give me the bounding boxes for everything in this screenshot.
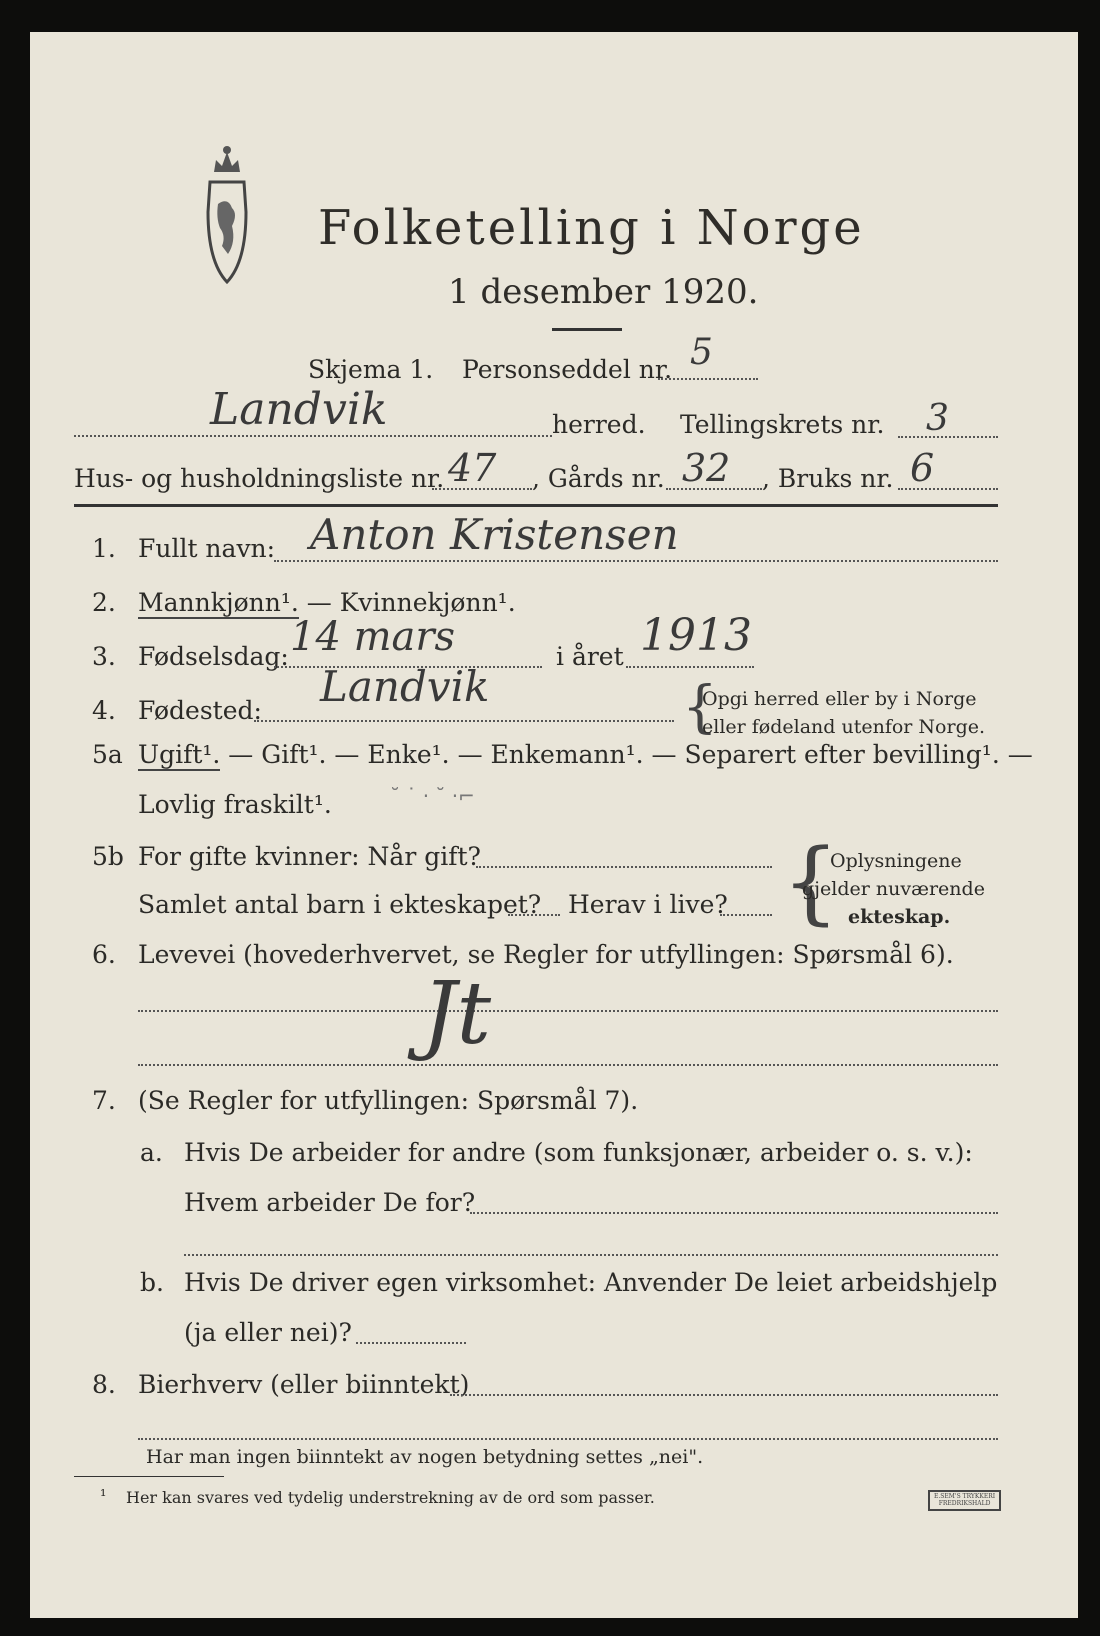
q7a-letter: a. xyxy=(140,1138,163,1167)
q5b-children-label: Samlet antal barn i ekteskapet? xyxy=(138,890,542,919)
q5b-alive-label: Herav i live? xyxy=(568,890,728,919)
husholdning-label: Hus- og husholdningsliste nr. xyxy=(74,464,445,493)
q6-number: 6. xyxy=(92,940,116,969)
q7a-line2: Hvem arbeider De for? xyxy=(184,1188,476,1217)
q5b-note-line1: Oplysningene xyxy=(830,850,962,872)
printer-stamp-line1: E.SEM'S TRYKKERI xyxy=(934,1493,996,1500)
q2-female-option[interactable]: Kvinnekjønn¹. xyxy=(339,588,516,617)
personseddel-label: Personseddel nr. xyxy=(462,355,673,384)
q7b-letter: b. xyxy=(140,1268,164,1297)
q4-label: Fødested: xyxy=(138,696,262,725)
q2-male-option[interactable]: Mannkjønn¹. xyxy=(138,588,299,617)
q8-line2[interactable] xyxy=(138,1438,998,1440)
bruks-value[interactable]: 6 xyxy=(910,446,935,490)
q2-separator: — xyxy=(298,588,340,617)
q4-number: 4. xyxy=(92,696,116,725)
q1-line xyxy=(274,560,998,562)
gards-value[interactable]: 32 xyxy=(682,446,731,490)
norwegian-coat-of-arms-icon xyxy=(192,142,262,292)
title-divider xyxy=(552,328,622,331)
q1-full-name-value[interactable]: Anton Kristensen xyxy=(310,510,679,559)
gards-label: , Gårds nr. xyxy=(532,464,665,493)
q1-label: Fullt navn: xyxy=(138,534,276,563)
herred-line xyxy=(74,435,552,437)
q4-line xyxy=(254,720,674,722)
herred-label: herred. xyxy=(552,410,646,439)
q5a-other-options[interactable]: — Gift¹. — Enke¹. — Enkemann¹. — Separert efter bevilling¹. — xyxy=(220,740,1033,769)
personseddel-value[interactable]: 5 xyxy=(690,332,713,373)
q8-line1[interactable] xyxy=(450,1394,998,1396)
q5b-note-brace: { xyxy=(782,830,840,935)
q4-note-brace: { xyxy=(682,675,718,740)
q5b-number: 5b xyxy=(92,842,124,871)
q8-number: 8. xyxy=(92,1370,116,1399)
q6-line2[interactable] xyxy=(138,1064,998,1066)
q7b-line2: (ja eller nei)? xyxy=(184,1318,352,1347)
footnote-text: Her kan svares ved tydelig understrekning av de ord som passer. xyxy=(126,1488,655,1507)
q7a-line-extra[interactable] xyxy=(184,1254,998,1256)
pencil-marks: ˘ ˙ · ˘ ·⌐ xyxy=(390,784,475,808)
footnote-rule xyxy=(74,1476,224,1477)
form-date: 1 desember 1920. xyxy=(448,272,759,312)
q4-note-line2: eller fødeland utenfor Norge. xyxy=(702,716,986,738)
footnote-mark: ¹ xyxy=(100,1486,107,1505)
husholdning-value[interactable]: 47 xyxy=(448,446,497,490)
printer-stamp-line2: FREDRIKSHALD xyxy=(938,1499,991,1507)
personseddel-line xyxy=(658,378,758,380)
q5b-line1: For gifte kvinner: Når gift? xyxy=(138,842,481,871)
q3-birth-year-value[interactable]: 1913 xyxy=(640,610,752,661)
q7-number: 7. xyxy=(92,1086,116,1115)
q6-line1[interactable] xyxy=(138,1010,998,1012)
q3-number: 3. xyxy=(92,642,116,671)
q3-birth-date-value[interactable]: 14 mars xyxy=(290,614,456,660)
q4-birthplace-value[interactable]: Landvik xyxy=(320,662,490,711)
q8-note: Har man ingen biinntekt av nogen betydning settes „nei". xyxy=(146,1446,704,1468)
tellingskrets-label: Tellingskrets nr. xyxy=(680,410,885,439)
q5a-ugift-option[interactable]: Ugift¹. xyxy=(138,740,221,769)
bruks-label: , Bruks nr. xyxy=(762,464,894,493)
q5b-note-line3: ekteskap. xyxy=(848,906,951,928)
q6-label: Levevei (hovederhvervet, se Regler for utfyllingen: Spørsmål 6). xyxy=(138,940,954,969)
q3-year-label: i året xyxy=(556,642,624,671)
q6-occupation-value[interactable]: Jt xyxy=(422,964,492,1064)
q7-label: (Se Regler for utfyllingen: Spørsmål 7). xyxy=(138,1086,639,1115)
census-form-page xyxy=(30,32,1078,1618)
q5b-children-line[interactable] xyxy=(508,914,560,916)
q5a-fraskilt-option[interactable]: Lovlig fraskilt¹. xyxy=(138,790,332,819)
q2-gender-line xyxy=(138,588,516,617)
q5b-alive-line[interactable] xyxy=(720,914,772,916)
tellingskrets-value[interactable]: 3 xyxy=(926,398,949,439)
q3-year-line xyxy=(626,666,754,668)
q5a-number: 5a xyxy=(92,740,123,769)
q5a-options xyxy=(138,740,1033,769)
header-separator xyxy=(74,504,998,507)
q7b-line1: Hvis De driver egen virksomhet: Anvender De leiet arbeidshjelp xyxy=(184,1268,998,1297)
q5b-married-line[interactable] xyxy=(476,866,772,868)
schema-label: Skjema 1. xyxy=(308,355,434,384)
q3-label: Fødselsdag: xyxy=(138,642,289,671)
q7a-line[interactable] xyxy=(470,1212,998,1214)
q1-number: 1. xyxy=(92,534,116,563)
q4-note-line1: Opgi herred eller by i Norge xyxy=(702,688,977,710)
herred-value[interactable]: Landvik xyxy=(210,384,388,435)
q2-number: 2. xyxy=(92,588,116,617)
q7b-line[interactable] xyxy=(356,1342,466,1344)
printer-stamp xyxy=(928,1490,1001,1511)
q7a-line1: Hvis De arbeider for andre (som funksjonær, arbeider o. s. v.): xyxy=(184,1138,973,1167)
form-title: Folketelling i Norge xyxy=(318,200,865,256)
q8-label: Bierhverv (eller biinntekt) xyxy=(138,1370,470,1399)
q5b-note-line2: gjelder nuværende xyxy=(802,878,985,900)
